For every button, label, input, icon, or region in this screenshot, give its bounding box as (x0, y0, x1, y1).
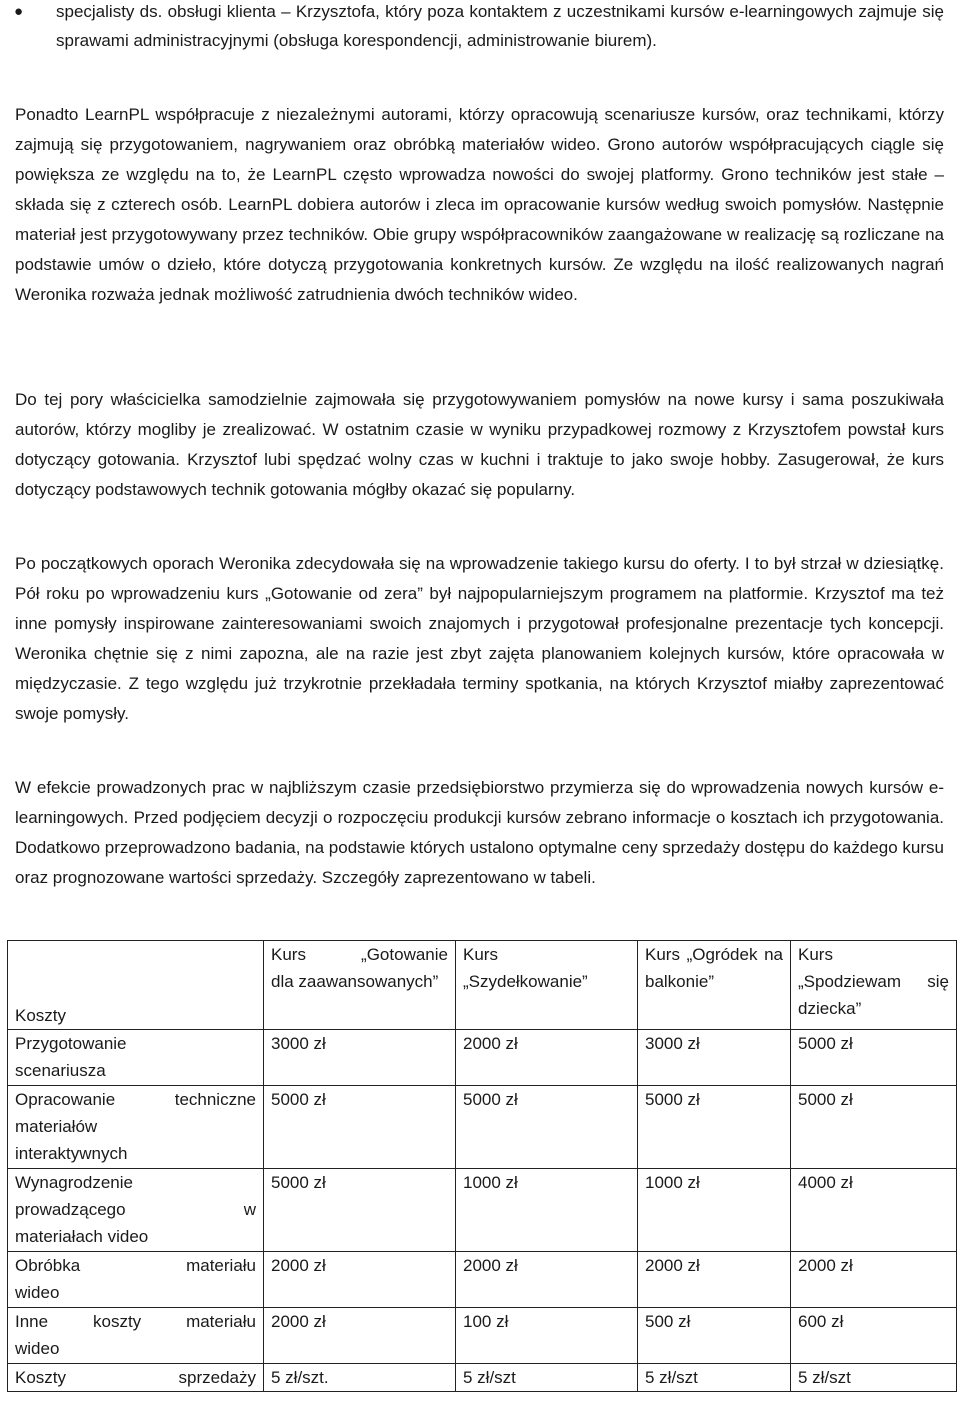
cell-value: 600 zł (791, 1308, 957, 1364)
cell-value: 3000 zł (264, 1030, 456, 1086)
bullet-item (14, 0, 944, 55)
row-label: Przygotowanie scenariusza (8, 1030, 264, 1086)
bullet-dot-icon: ● (14, 3, 24, 20)
row-label: Koszty sprzedaży (8, 1364, 264, 1392)
header-course-crochet: Kurs „Szydełkowanie” (456, 941, 638, 1030)
row-label: Inne koszty materiału wideo (8, 1308, 264, 1364)
paragraph-owner: Do tej pory właścicielka samodzielnie zajmowała się przygotowywaniem pomysłów na nowe kursy i sama poszukiwała autorów, którzy mogliby je zrealizować. W ostatnim czasie w wyniku przypadkowej rozmowy z Krzysztofem powstał kurs dotyczący gotowania. Krzysztof lubi spędzać wolny czas w kuchni i traktuje to jako swoje hobby. Zasugerował, że kurs dotyczący podstawowych technik gotowania mógłby okazać się popularny. (15, 390, 944, 499)
header-course-expecting-baby: Kurs „Spodziewam się dziecka” (791, 941, 957, 1030)
cell-value: 1000 zł (456, 1169, 638, 1252)
table-row (8, 1252, 957, 1308)
cell-value: 2000 zł (456, 1252, 638, 1308)
header-course-balcony-garden: Kurs „Ogródek na balkonie” (638, 941, 791, 1030)
table-row (8, 1030, 957, 1086)
cell-value: 5000 zł (791, 1030, 957, 1086)
paragraph-collaborators: Ponadto LearnPL współpracuje z niezależnymi autorami, którzy opracowują scenariusze kursów, oraz technikami, którzy zajmują się przygotowaniem, nagrywaniem oraz obróbką materiałów wideo. Grono autorów współpracujących ciągle się powiększa ze względu na to, że LearnPL często wprowadza nowości do swojej platformy. Grono techników jest stałe – składa się z czterech osób. LearnPL dobiera autorów i zleca im opracowanie kursów według swoich pomysłów. Następnie materiał jest przygotowywany przez techników. Obie grupy współpracowników zaangażowane w realizację są rozliczane na podstawie umów o dzieło, które dotyczą przygotowania konkretnych kursów. Ze względu na ilość realizowanych nagrań Weronika rozważa jednak możliwość zatrudnienia dwóch techników wideo. (15, 105, 944, 304)
cell-value: 5000 zł (264, 1169, 456, 1252)
table-header-row (8, 941, 957, 1030)
table-row (8, 1169, 957, 1252)
row-label: Wynagrodzenie prowadzącego w materiałach video (8, 1169, 264, 1252)
cell-value: 5 zł/szt (456, 1364, 638, 1392)
table-row (8, 1364, 957, 1392)
row-label: Obróbka materiału wideo (8, 1252, 264, 1308)
cell-value: 2000 zł (264, 1308, 456, 1364)
cost-table (7, 940, 957, 1392)
cell-value: 2000 zł (264, 1252, 456, 1308)
cell-value: 5000 zł (264, 1086, 456, 1169)
cell-value: 1000 zł (638, 1169, 791, 1252)
paragraph-new-courses: W efekcie prowadzonych prac w najbliższym czasie przedsiębiorstwo przymierza się do wprowadzenia nowych kursów e-learningowych. Przed podjęciem decyzji o rozpoczęciu produkcji kursów zebrano informacje o kosztach ich przygotowania. Dodatkowo przeprowadzono badania, na podstawie których ustalono optymalne ceny sprzedaży dostępu do każdego kursu oraz prognozowane wartości sprzedaży. Szczegóły zaprezentowano w tabeli. (15, 778, 944, 887)
row-label: Opracowanie techniczne materiałów interaktywnych (8, 1086, 264, 1169)
cell-value: 5 zł/szt (791, 1364, 957, 1392)
paragraph-cooking-course: Po początkowych oporach Weronika zdecydowała się na wprowadzenie takiego kursu do oferty. I to był strzał w dziesiątkę. Pół roku po wprowadzeniu kurs „Gotowanie od zera” był najpopularniejszym programem na platformie. Krzysztof ma też inne pomysły inspirowane zainteresowaniami swoich znajomych i przygotował profesjonalne prezentacje tych koncepcji. Weronika chętnie się z nimi zapozna, ale na razie jest zbyt zajęta planowaniem kolejnych kursów, które opracowała w międzyczasie. Z tego względu już trzykrotnie przekładała terminy spotkania, na których Krzysztof miałby zaprezentować swoje pomysły. (15, 554, 944, 723)
cell-value: 5000 zł (791, 1086, 957, 1169)
cell-value: 2000 zł (456, 1030, 638, 1086)
cell-value: 5000 zł (456, 1086, 638, 1169)
cell-value: 2000 zł (791, 1252, 957, 1308)
cell-value: 3000 zł (638, 1030, 791, 1086)
cell-value: 5000 zł (638, 1086, 791, 1169)
header-costs: Koszty (8, 941, 264, 1030)
header-course-advanced-cooking: Kurs „Gotowanie dla zaawansowanych” (264, 941, 456, 1030)
cell-value: 5 zł/szt (638, 1364, 791, 1392)
cell-value: 100 zł (456, 1308, 638, 1364)
bullet-text: specjalisty ds. obsługi klienta – Krzysztofa, który poza kontaktem z uczestnikami kursów e-learningowych zajmuje się sprawami administracyjnymi (obsługa korespondencji, administrowanie biurem). (56, 2, 944, 50)
cell-value: 4000 zł (791, 1169, 957, 1252)
cell-value: 2000 zł (638, 1252, 791, 1308)
table-row (8, 1086, 957, 1169)
table-row (8, 1308, 957, 1364)
cell-value: 500 zł (638, 1308, 791, 1364)
cell-value: 5 zł/szt. (264, 1364, 456, 1392)
